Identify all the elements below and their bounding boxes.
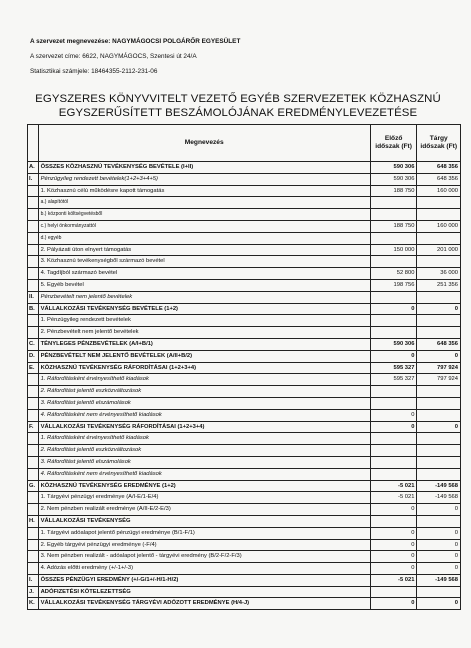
row-prev-value — [370, 315, 417, 327]
row-curr-value: 797 924 — [417, 374, 461, 386]
row-prev-value: 0 — [370, 350, 417, 362]
table-row — [28, 268, 461, 280]
row-name: d.) egyéb — [38, 232, 370, 244]
row-curr-value — [417, 315, 461, 327]
row-prev-value: 198 756 — [370, 279, 417, 291]
table-row — [28, 397, 461, 409]
row-code — [28, 456, 39, 468]
row-curr-value — [417, 386, 461, 398]
row-name: 3. Közhasznú tevékenységből származó bevétel — [38, 256, 370, 268]
row-prev-value: 52 800 — [370, 268, 417, 280]
row-code — [28, 220, 39, 232]
row-curr-value: -149 568 — [417, 574, 461, 586]
table-row — [28, 515, 461, 527]
row-name: b.) központi költségvetésből — [38, 209, 370, 221]
table-header-row — [28, 125, 461, 162]
row-curr-value: 0 — [417, 421, 461, 433]
row-curr-value: -149 568 — [417, 492, 461, 504]
row-prev-value: -5 021 — [370, 492, 417, 504]
row-prev-value: -5 021 — [370, 480, 417, 492]
table-row — [28, 232, 461, 244]
table-row — [28, 421, 461, 433]
row-prev-value: 590 306 — [370, 173, 417, 185]
row-name: VÁLLALKOZÁSI TEVÉKENYSÉG — [38, 515, 370, 527]
row-code: A. — [28, 162, 39, 174]
row-curr-value — [417, 515, 461, 527]
table-row — [28, 539, 461, 551]
row-code — [28, 374, 39, 386]
row-curr-value — [417, 327, 461, 339]
row-curr-value: 251 356 — [417, 279, 461, 291]
table-row — [28, 362, 461, 374]
row-name: 5. Egyéb bevétel — [38, 279, 370, 291]
row-prev-value — [370, 291, 417, 303]
row-name: 1. Pénzügyileg rendezett bevételek — [38, 315, 370, 327]
row-curr-value: 160 000 — [417, 185, 461, 197]
row-name: VÁLLALKOZÁSI TEVÉKENYSÉG BEVÉTELE (1+2) — [38, 303, 370, 315]
row-name: 4. Ráfordításként nem érvényesíthető kiadások — [38, 468, 370, 480]
row-code — [28, 244, 39, 256]
header-name: Megnevezés — [38, 125, 370, 162]
row-name: VÁLLALKOZÁSI TEVÉKENYSÉG TÁRGYÉVI ADÓZOTT EREDMÉNYE (H/4-J) — [38, 598, 370, 610]
row-prev-value: 590 306 — [370, 338, 417, 350]
row-curr-value — [417, 291, 461, 303]
row-name: 2. Pénzbevételt nem jelentő bevételek — [38, 327, 370, 339]
row-code — [28, 445, 39, 457]
table-row — [28, 315, 461, 327]
row-name: KÖZHASZNÚ TEVÉKENYSÉG EREDMÉNYE (1+2) — [38, 480, 370, 492]
row-curr-value: 0 — [417, 598, 461, 610]
row-name: a.) alapítótól — [38, 197, 370, 209]
row-code — [28, 409, 39, 421]
row-prev-value: 0 — [370, 527, 417, 539]
table-row — [28, 551, 461, 563]
row-code: K. — [28, 598, 39, 610]
table-row — [28, 456, 461, 468]
table-row — [28, 244, 461, 256]
row-prev-value — [370, 397, 417, 409]
row-name: ÖSSZES KÖZHASZNÚ TEVÉKENYSÉG BEVÉTELE (I+II) — [38, 162, 370, 174]
row-prev-value: 0 — [370, 504, 417, 516]
row-prev-value: 595 327 — [370, 362, 417, 374]
row-code: G. — [28, 480, 39, 492]
table-row — [28, 197, 461, 209]
row-code — [28, 468, 39, 480]
row-code — [28, 279, 39, 291]
row-prev-value — [370, 197, 417, 209]
row-curr-value: 201 000 — [417, 244, 461, 256]
header-code — [28, 125, 39, 162]
row-curr-value: 0 — [417, 527, 461, 539]
row-code — [28, 268, 39, 280]
table-row — [28, 468, 461, 480]
row-curr-value — [417, 409, 461, 421]
row-name: 3. Ráfordítást jelentő elszámolások — [38, 456, 370, 468]
row-name: PÉNZBEVÉTELT NEM JELENTŐ BEVÉTELEK (A/II+B/2) — [38, 350, 370, 362]
org-header — [30, 34, 240, 79]
row-prev-value — [370, 256, 417, 268]
org-address: A szervezet címe: 6622, NAGYMÁGOCS, Szentesi út 24/A — [30, 53, 197, 60]
row-curr-value — [417, 445, 461, 457]
table-row — [28, 338, 461, 350]
row-code — [28, 539, 39, 551]
row-name: Pénzügyileg rendezett bevételek(1+2+3+4+5) — [38, 173, 370, 185]
row-prev-value: 0 — [370, 409, 417, 421]
row-curr-value: 648 356 — [417, 162, 461, 174]
row-name: Pénzbevételt nem jelentő bevételek — [38, 291, 370, 303]
table-row — [28, 185, 461, 197]
row-code: E. — [28, 362, 39, 374]
row-code — [28, 433, 39, 445]
table-row — [28, 433, 461, 445]
row-prev-value — [370, 468, 417, 480]
row-code — [28, 232, 39, 244]
title-line-2: EGYSZERŰSÍTETT BESZÁMOLÓJÁNAK EREDMÉNYLEVEZETÉSE — [58, 107, 418, 119]
row-name: 2. Pályázati úton elnyert támogatás — [38, 244, 370, 256]
row-name: 4. Ráfordításként nem érvényesíthető kiadások — [38, 409, 370, 421]
row-prev-value: 0 — [370, 539, 417, 551]
row-prev-value: -5 021 — [370, 574, 417, 586]
document-title — [18, 92, 458, 120]
row-name: 3. Nem pénzben realizált - adóalapot jelentő - tárgyévi eredmény (B/2-F/2-F/3) — [38, 551, 370, 563]
row-prev-value: 590 306 — [370, 162, 417, 174]
row-code — [28, 397, 39, 409]
row-curr-value: 797 924 — [417, 362, 461, 374]
row-name: VÁLLALKOZÁSI TEVÉKENYSÉG RÁFORDÍTÁSAI (1+2+3+4) — [38, 421, 370, 433]
table-row — [28, 209, 461, 221]
row-prev-value: 188 750 — [370, 185, 417, 197]
row-code — [28, 504, 39, 516]
table-row — [28, 327, 461, 339]
row-prev-value: 0 — [370, 303, 417, 315]
table-row — [28, 173, 461, 185]
table-row — [28, 162, 461, 174]
row-name: ADÓFIZETÉSI KÖTELEZETTSÉG — [38, 586, 370, 598]
table-row — [28, 598, 461, 610]
row-code — [28, 327, 39, 339]
row-curr-value: 0 — [417, 350, 461, 362]
table-row — [28, 291, 461, 303]
row-code — [28, 185, 39, 197]
row-code — [28, 551, 39, 563]
row-curr-value: 648 356 — [417, 173, 461, 185]
row-curr-value: 0 — [417, 539, 461, 551]
row-name: 2. Nem pénzben realizált eredménye (A/II-E/2-E/3) — [38, 504, 370, 516]
table-row — [28, 256, 461, 268]
row-curr-value: 0 — [417, 303, 461, 315]
row-code: F. — [28, 421, 39, 433]
row-curr-value: -149 568 — [417, 480, 461, 492]
table-row — [28, 586, 461, 598]
row-prev-value: 595 327 — [370, 374, 417, 386]
row-name: ÖSSZES PÉNZÜGYI EREDMÉNY (+/-G/1+/-H/1-H/2) — [38, 574, 370, 586]
row-code — [28, 256, 39, 268]
row-code: II. — [28, 291, 39, 303]
row-prev-value: 0 — [370, 563, 417, 575]
header-curr-period: Tárgy időszak (Ft) — [417, 125, 461, 162]
row-prev-value — [370, 445, 417, 457]
row-code: I. — [28, 574, 39, 586]
row-name: 2. Ráfordítást jelentő eszközváltozások — [38, 445, 370, 457]
row-curr-value — [417, 197, 461, 209]
table-row — [28, 386, 461, 398]
row-name: 1. Ráfordításként érvényesíthető kiadások — [38, 374, 370, 386]
table-row — [28, 574, 461, 586]
table-row — [28, 303, 461, 315]
row-curr-value — [417, 209, 461, 221]
row-prev-value — [370, 586, 417, 598]
row-code — [28, 492, 39, 504]
row-curr-value: 0 — [417, 551, 461, 563]
row-code — [28, 527, 39, 539]
row-prev-value: 0 — [370, 598, 417, 610]
row-curr-value: 0 — [417, 504, 461, 516]
row-code: I. — [28, 173, 39, 185]
row-code: H. — [28, 515, 39, 527]
row-curr-value: 160 000 — [417, 220, 461, 232]
row-name: 2. Ráfordítást jelentő eszközváltozások — [38, 386, 370, 398]
row-prev-value — [370, 386, 417, 398]
row-curr-value: 0 — [417, 563, 461, 575]
row-code: B. — [28, 303, 39, 315]
row-curr-value — [417, 433, 461, 445]
table-row — [28, 492, 461, 504]
row-prev-value: 188 750 — [370, 220, 417, 232]
row-curr-value — [417, 586, 461, 598]
row-name: 1. Tárgyévi pénzügyi eredménye (A/I-E/1-E/4) — [38, 492, 370, 504]
row-code — [28, 386, 39, 398]
row-name: c.) helyi önkormányzattól — [38, 220, 370, 232]
row-curr-value — [417, 456, 461, 468]
row-curr-value — [417, 397, 461, 409]
title-line-1: EGYSZERES KÖNYVVITELT VEZETŐ EGYÉB SZERVEZETEK KÖZHASZNÚ — [35, 93, 441, 105]
row-curr-value — [417, 468, 461, 480]
row-prev-value — [370, 433, 417, 445]
row-prev-value — [370, 327, 417, 339]
row-code: D. — [28, 350, 39, 362]
row-prev-value — [370, 209, 417, 221]
row-name: 1. Közhasznú célú működésre kapott támogatás — [38, 185, 370, 197]
row-curr-value — [417, 232, 461, 244]
table-row — [28, 279, 461, 291]
row-name: 1. Ráfordításként érvényesíthető kiadások — [38, 433, 370, 445]
row-code — [28, 315, 39, 327]
row-code — [28, 197, 39, 209]
row-curr-value — [417, 256, 461, 268]
row-name: 1. Tárgyévi adóalapot jelentő pénzügyi eredménye (B/1-F/1) — [38, 527, 370, 539]
stat-number: Statisztikai számjele: 18464355-2112-231-06 — [30, 68, 158, 75]
row-name: 4. Adózás előtti eredmény (+/-1+/-3) — [38, 563, 370, 575]
row-prev-value: 0 — [370, 551, 417, 563]
table-row — [28, 445, 461, 457]
row-name: 2. Egyéb tárgyévi pénzügyi eredménye (-F/4) — [38, 539, 370, 551]
row-prev-value — [370, 456, 417, 468]
table-row — [28, 527, 461, 539]
row-prev-value — [370, 515, 417, 527]
table-row — [28, 480, 461, 492]
table-row — [28, 350, 461, 362]
row-prev-value: 150 000 — [370, 244, 417, 256]
row-curr-value: 36 000 — [417, 268, 461, 280]
table-row — [28, 220, 461, 232]
row-code: C. — [28, 338, 39, 350]
row-curr-value: 648 356 — [417, 338, 461, 350]
row-name: 3. Ráfordítást jelentő elszámolások — [38, 397, 370, 409]
row-code — [28, 563, 39, 575]
table-row — [28, 563, 461, 575]
table-row — [28, 374, 461, 386]
row-prev-value: 0 — [370, 421, 417, 433]
table-row — [28, 504, 461, 516]
header-prev-period: Előző időszak (Ft) — [370, 125, 417, 162]
row-prev-value — [370, 232, 417, 244]
row-name: 4. Tagdíjból származó bevétel — [38, 268, 370, 280]
row-code: J. — [28, 586, 39, 598]
org-name: A szervezet megnevezése: NAGYMÁGOCSI POLGÁRŐR EGYESÜLET — [30, 38, 241, 45]
income-statement-table — [27, 124, 461, 610]
table-row — [28, 409, 461, 421]
row-code — [28, 209, 39, 221]
row-name: KÖZHASZNÚ TEVÉKENYSÉG RÁFORDÍTÁSAI (1+2+3+4) — [38, 362, 370, 374]
row-name: TÉNYLEGES PÉNZBEVÉTELEK (A/I+B/1) — [38, 338, 370, 350]
